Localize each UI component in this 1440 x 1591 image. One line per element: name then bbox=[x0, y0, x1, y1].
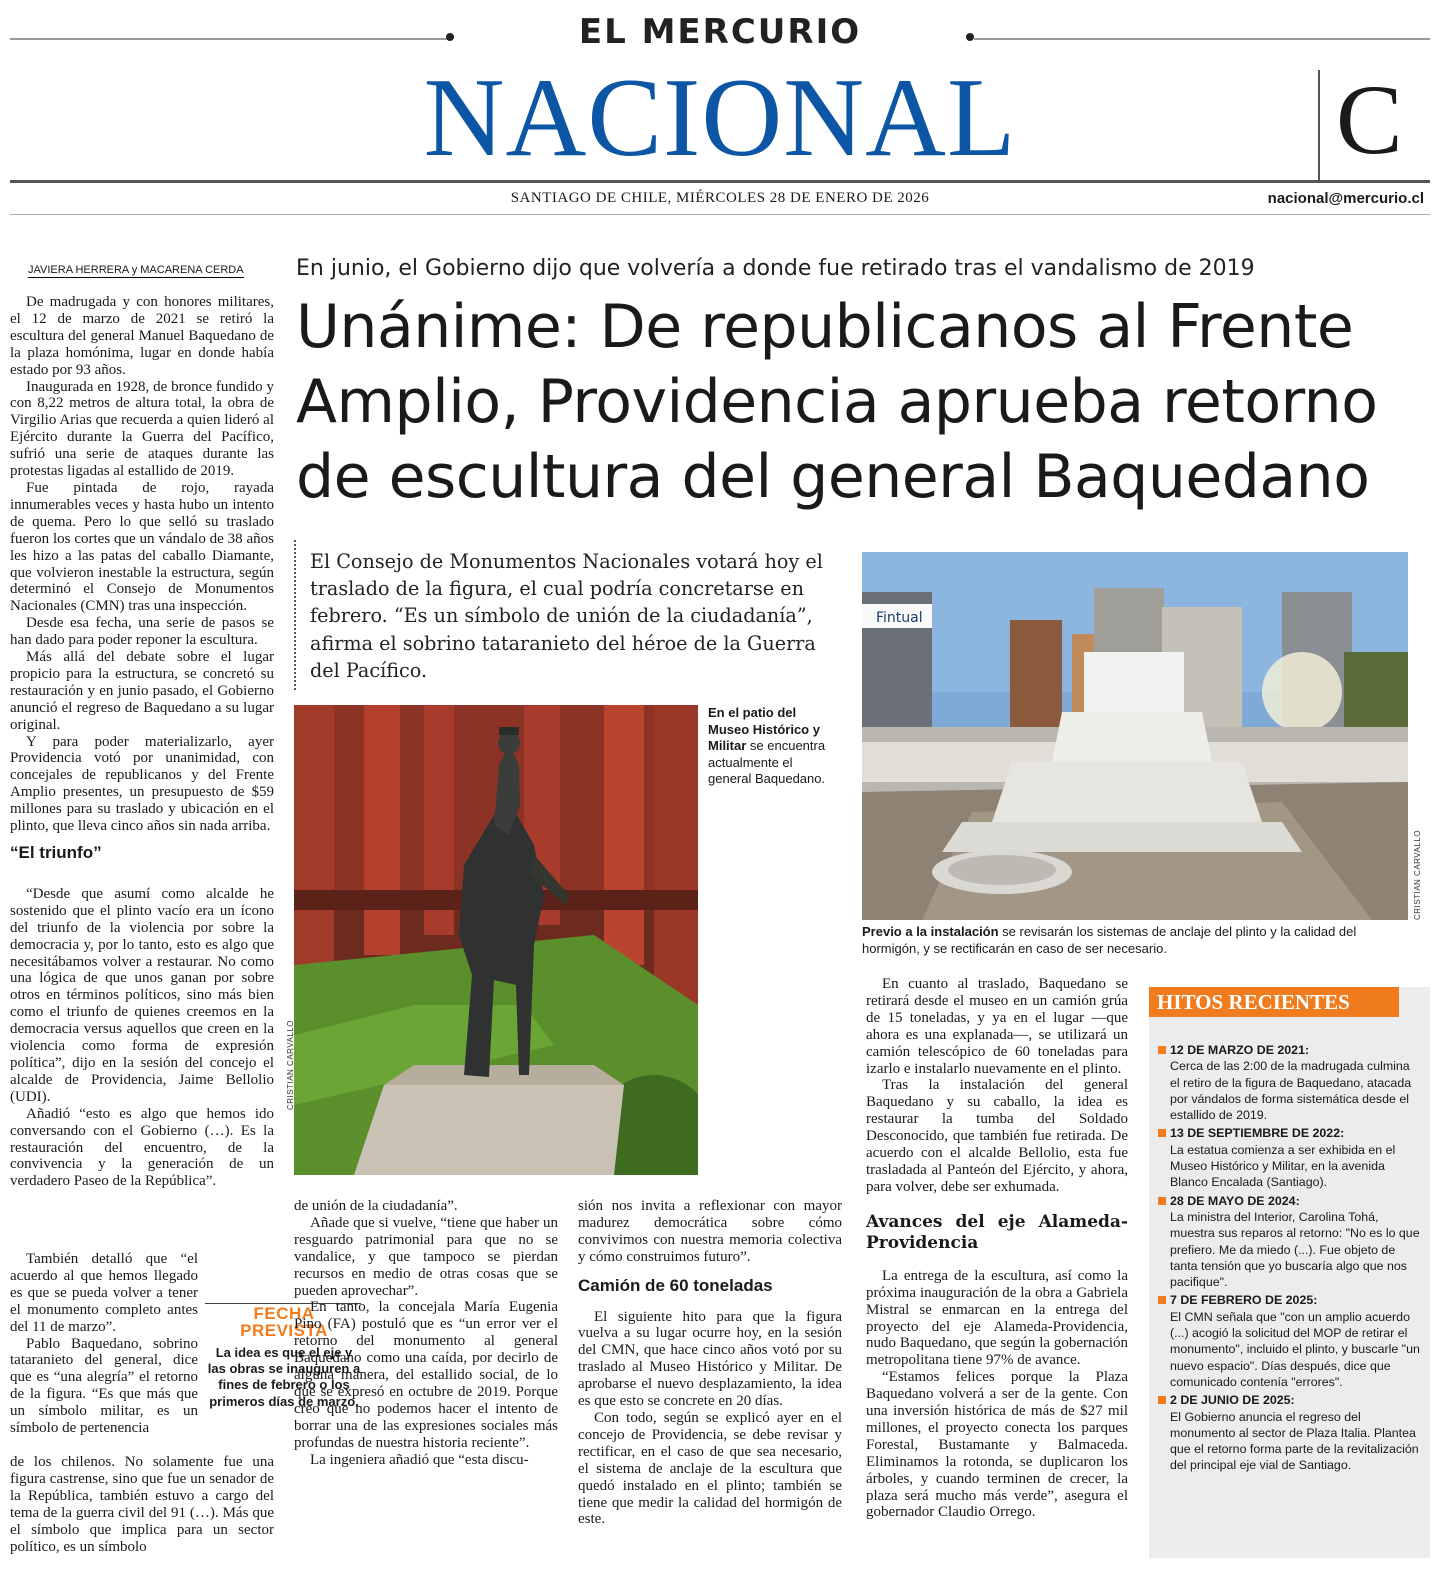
bullet-square-icon bbox=[1158, 1046, 1166, 1054]
photo1-caption-rest: se encuentra actualmente el general Baquedano. bbox=[708, 738, 826, 786]
column-3 bbox=[578, 1198, 842, 1528]
hito-date: 12 DE MARZO DE 2021: bbox=[1170, 1043, 1310, 1057]
statue-photo bbox=[294, 705, 698, 1175]
hito-text: El Gobierno anuncia el regreso del monumento al sector de Plaza Italia. Plantea que el retorno forma parte de la revitalización del principal eje vial de Santiago. bbox=[1170, 1409, 1419, 1473]
paragraph: Desde esa fecha, una serie de pasos se han dado para poder reponer la escultura. bbox=[10, 615, 274, 649]
hito-text: La ministra del Interior, Carolina Tohá, muestra sus reparos al retorno: "No es lo que prefiero. Me da miedo (...). Fue objeto de tanta tensión que yo buscaría algo que nos pacifique". bbox=[1170, 1209, 1420, 1290]
column-2 bbox=[294, 1198, 558, 1469]
photo2-credit: CRISTIAN CARVALLO bbox=[1413, 829, 1422, 920]
photo1-caption-bold: En el patio del Museo Histórico y Militar bbox=[708, 705, 820, 753]
paragraph: También detalló que “el acuerdo al que hemos llegado es que se pueda volver a tener el monumento completo antes del 11 de marzo”. bbox=[10, 1251, 198, 1335]
paragraph: de los chilenos. No solamente fue una figura castrense, sino que fue un senador de la República, también estuvo a cargo del tema de la guerra civil del 91 (…). Más que el símbolo que implica para un sector político, es un símbolo bbox=[10, 1454, 274, 1555]
paragraph: El siguiente hito para que la figura vuelva a su lugar ocurre hoy, en la sesión del CMN, que hace cinco años votó por su traslado al Museo Histórico y Militar. De aprobarse el nuevo desplazamiento, la idea es que esto se concrete en 20 días. bbox=[578, 1308, 842, 1410]
dateline-rule bbox=[10, 214, 1430, 215]
paragraph: Con todo, según se explicó ayer en el concejo de Providencia, se debe revisar y rectificar, en el caso de que sea necesario, el sistema de anclaje de la escultura que quedó instalado en el plinto; también se tiene que medir la calidad del hormigón de este. bbox=[578, 1409, 842, 1528]
hito-date: 2 DE JUNIO DE 2025: bbox=[1170, 1393, 1295, 1408]
paragraph: En tanto, la concejala María Eugenia Pino (FA) postuló que es “un error ver el retorno del monumento al general Baquedano como una caída, por decirlo de alguna manera, del estallido social, de lo que se expresó en octubre de 2019. Porque creo que no podemos hacer el intento de borrar una de las expresiones sociales más profundas de nuestra historia reciente”. bbox=[294, 1299, 558, 1451]
fintual-sign: Fintual bbox=[876, 610, 923, 626]
column-1-bottom bbox=[10, 1454, 274, 1555]
bajada: El Consejo de Monumentos Nacionales votará hoy el traslado de la figura, el cual podría concretarse en febrero. “Es un símbolo de unión de la ciudadanía”, afirma el sobrino tataranieto del héroe de la Guerra del Pacífico. bbox=[310, 550, 823, 682]
hitos-list bbox=[1158, 1040, 1422, 1474]
fecha-title-2: PREVISTA bbox=[240, 1321, 328, 1340]
bajada-marker bbox=[294, 540, 304, 690]
section-email: nacional@mercurio.cl bbox=[1267, 190, 1424, 207]
photo2-caption-bold: Previo a la instalación bbox=[862, 924, 999, 939]
hito-item bbox=[1158, 1193, 1422, 1291]
newspaper-name: EL MERCURIO bbox=[578, 12, 862, 52]
hito-item bbox=[1158, 1042, 1422, 1123]
masthead-bottom-rule bbox=[10, 180, 1430, 183]
paragraph: Añade que si vuelve, “tiene que haber un resguardo patrimonial para que no se vandalice, y que tampoco se pierdan recursos en medio de otras cosas que se pueden aprovechar”. bbox=[294, 1214, 558, 1299]
subhead-camion: Camión de 60 toneladas bbox=[578, 1275, 773, 1295]
hito-item bbox=[1158, 1392, 1422, 1473]
section-divider bbox=[1318, 70, 1320, 180]
hito-text: Cerca de las 2:00 de la madrugada culmina el retiro de la figura de Baquedano, atacada por vándalos de forma sistemática desde el estallido de 2019. bbox=[1170, 1059, 1412, 1123]
paragraph: La entrega de la escultura, así como la próxima inauguración de la obra a Gabriela Mistral se enmarcan en la entrega del proyecto del eje Alameda-Providencia, nudo Baquedano, que según la gobernación metropolitana tiene 97% de avance. bbox=[866, 1267, 1128, 1369]
plinth-illustration bbox=[862, 552, 1408, 920]
column-1 bbox=[10, 294, 274, 1190]
dateline: SANTIAGO DE CHILE, MIÉRCOLES 28 DE ENERO DE 2026 bbox=[510, 190, 930, 206]
paragraph: “Desde que asumí como alcalde he sostenido que el plinto vacío era un ícono del triunfo de la violencia por sobre la democracia y, por lo tanto, esto es algo que necesitábamos volver a restaurar. No como una lógica de que unos ganan por sobre otros en términos políticos, sino más bien como el triunfo de quienes creemos en la democracia versus aquellos que creen en la violencia como forma de expresión política”, dijo en la sesión del concejo el alcalde de Providencia, Jaime Bellolio (UDI). bbox=[10, 885, 274, 1105]
hito-date: 13 DE SEPTIEMBRE DE 2022: bbox=[1170, 1126, 1345, 1141]
paragraph: sión nos invita a reflexionar con mayor madurez democrática sobre cómo convivimos con nuestra memoria colectiva y cómo construimos futuro”. bbox=[578, 1198, 842, 1265]
paragraph: De madrugada y con honores militares, el 12 de marzo de 2021 se retiró la escultura del general Manuel Baquedano de la plaza homónima, lugar en donde había estado por 93 años. bbox=[10, 294, 274, 378]
hito-text: La estatua comienza a ser exhibida en el Museo Histórico y Militar, en la avenida Blanco Encalada (Santiago). bbox=[1170, 1142, 1396, 1190]
hito-item bbox=[1158, 1292, 1422, 1390]
hito-date: 7 DE FEBRERO DE 2025: bbox=[1170, 1293, 1318, 1308]
column-1-narrow bbox=[10, 1251, 198, 1437]
hitos-title: HITOS RECIENTES bbox=[1149, 987, 1399, 1017]
photo1-caption bbox=[708, 705, 828, 788]
paragraph: Inaugurada en 1928, de bronce fundido y con 8,22 metros de altura total, la obra de Virgilio Arias que recuerda a quien lideró al Ejército durante la Guerra del Pacífico, sufrió una serie de ataques durante las protestas ligadas al estallido de 2019. bbox=[10, 378, 274, 480]
photo2-caption-rest: se revisarán los sistemas de anclaje del plinto y la calidad del hormigón, y se rectificarán en caso de ser necesario. bbox=[862, 924, 1357, 956]
bullet-square-icon bbox=[1158, 1296, 1166, 1304]
subhead-avances: Avances del eje Alameda-Providencia bbox=[866, 1211, 1128, 1253]
photo2-caption bbox=[862, 924, 1412, 957]
byline: JAVIERA HERRERA y MACARENA CERDA bbox=[28, 264, 244, 276]
masthead-dot-right bbox=[966, 33, 974, 41]
section-title: NACIONAL bbox=[423, 56, 1017, 180]
paragraph: Y para poder materializarlo, ayer Providencia votó por unanimidad, con concejales de republicanos y del Frente Amplio presentes, un presupuesto de $59 millones para su traslado y ubicación en el plinto, que lleva cinco años sin nada arriba. bbox=[10, 733, 274, 835]
headline: Unánime: De republicanos al Frente Amplio, Providencia aprueba retorno de escultura del general Baquedano bbox=[296, 292, 1378, 512]
photo1-credit: CRISTIAN CARVALLO bbox=[286, 1019, 295, 1110]
statue-illustration bbox=[294, 705, 698, 1175]
bullet-square-icon bbox=[1158, 1129, 1166, 1137]
masthead-rule-right bbox=[974, 38, 1430, 40]
paragraph: En cuanto al traslado, Baquedano se retirará desde el museo en un camión grúa de 15 toneladas, y ya en el lugar —que ahora es una explanada—, se utilizará un camión telescópico de 60 toneladas para izarlo e instalarlo nuevamente en el plinto. bbox=[866, 976, 1128, 1077]
subhead-el-triunfo: “El triunfo” bbox=[10, 843, 102, 862]
fecha-title-1: FECHA bbox=[253, 1304, 315, 1323]
bullet-square-icon bbox=[1158, 1396, 1166, 1404]
hito-item bbox=[1158, 1125, 1422, 1190]
paragraph: Pablo Baquedano, sobrino tataranieto del general, dice que es “una alegría” el retorno de la figura. “Es que más que un símbolo militar, es un símbolo de pertenencia bbox=[10, 1335, 198, 1437]
paragraph: Tras la instalación del general Baquedano y su caballo, la idea es restaurar la tumba del Soldado Desconocido, que también fue retirada. De acuerdo con el alcalde Bellolio, esta fue trasladada al Panteón del Ejército, y ahora, para volver, debe ser exhumada. bbox=[866, 1077, 1128, 1195]
paragraph: Más allá del debate sobre el lugar propicio para la estructura, se concretó su restauración y en junio pasado, el Gobierno anunció el regreso de Baquedano a su lugar original. bbox=[10, 649, 274, 733]
hito-date: 28 DE MAYO DE 2024: bbox=[1170, 1193, 1300, 1208]
column-4 bbox=[866, 976, 1128, 1521]
paragraph: Fue pintada de rojo, rayada innumerables veces y hasta hubo un intento de quema. Pero lo que selló su traslado fueron los cortes que un vándalo de 38 años les hizo a las patas del caballo Diamante, que volvieron inestable la estructura, según determinó el Consejo de Monumentos Nacionales (CMN) tras una inspección. bbox=[10, 479, 274, 615]
paragraph: Añadió “esto es algo que hemos ido conversando con el Gobierno (…). Es la restauración del encuentro, de la convivencia y la generación de un verdadero Paseo de la República”. bbox=[10, 1105, 274, 1190]
plinth-photo bbox=[862, 552, 1408, 920]
kicker: En junio, el Gobierno dijo que volvería a donde fue retirado tras el vandalismo de 2019 bbox=[296, 256, 1255, 281]
paragraph: La ingeniera añadió que “esta discu- bbox=[310, 1451, 529, 1468]
section-letter: C bbox=[1336, 64, 1403, 175]
paragraph: “Estamos felices porque la Plaza Baquedano volverá a ser de la gente. Con una inversión histórica de más de $27 mil millones, el proyecto conecta los parques Forestal, Bustamante y Balmaceda. Eliminamos la rotonda, se duplicaron los árboles, y cuando terminen de crecer, la plaza será mucho más verde”, asegura el gobernador Claudio Orrego. bbox=[866, 1369, 1128, 1521]
paragraph: de unión de la ciudadanía”. bbox=[294, 1198, 458, 1214]
hito-text: El CMN señala que "con un amplio acuerdo (...) acogió la solicitud del MOP de retirar el monumento", incluido el plinto, y buscarle "un nuevo espacio". Días después, dice que comunicado contenía "errores". bbox=[1170, 1309, 1420, 1389]
bullet-square-icon bbox=[1158, 1197, 1166, 1205]
fecha-text: La idea es que el eje y las obras se inauguren a fines de febrero o los primeros días de marzo. bbox=[207, 1345, 361, 1409]
